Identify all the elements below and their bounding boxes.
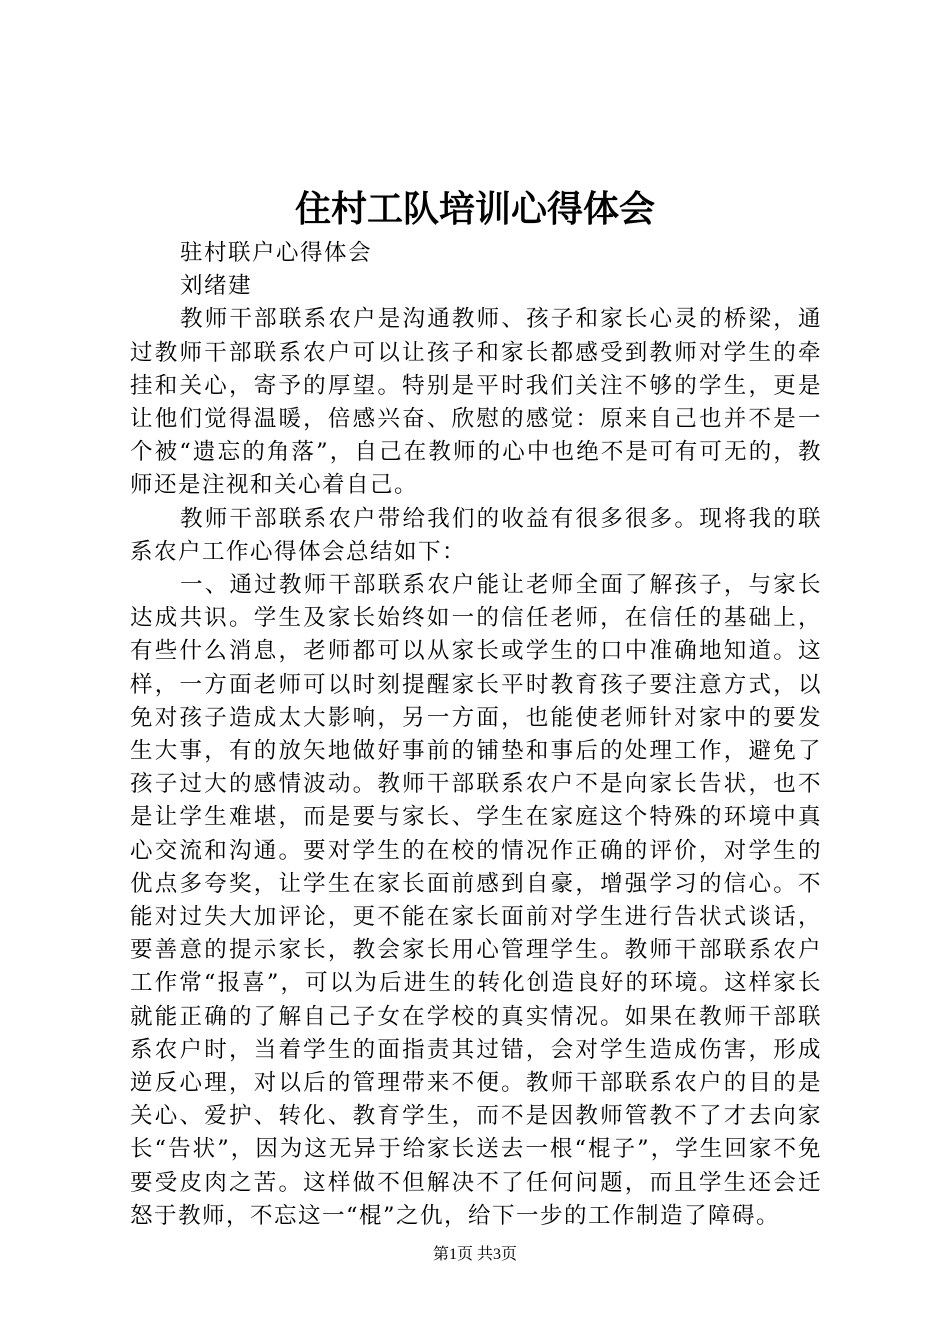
document-subtitle: 驻村联户心得体会 xyxy=(180,240,373,266)
document-title: 住村工队培训心得体会 xyxy=(294,188,655,230)
document-body xyxy=(130,237,822,1233)
paragraph-1: 教师干部联系农户是沟通教师、孩子和家长心灵的桥梁，通过教师干部联系农户可以让孩子和家长都感受到教师对学生的牵挂和关心，寄予的厚望。特别是平时我们关注不够的学生，更是让他们觉得温暖，倍感兴奋、欣慰的感觉：原来自己也并不是一个被“遗忘的角落”，自己在教师的心中也绝不是可有可无的，教师还是注视和关心着自己。 xyxy=(130,306,822,499)
paragraph-3: 一、通过教师干部联系农户能让老师全面了解孩子，与家长达成共识。学生及家长始终如一的信任老师，在信任的基础上，有些什么消息，老师都可以从家长或学生的口中准确地知道。这样，一方面老师可以时刻提醒家长平时教育孩子要注意方式，以免对孩子造成太大影响，另一方面，也能使老师针对家中的要发生大事，有的放矢地做好事前的铺垫和事后的处理工作，避免了孩子过大的感情波动。教师干部联系农户不是向家长告状，也不是让学生难堪，而是要与家长、学生在家庭这个特殊的环境中真心交流和沟通。要对学生的在校的情况作正确的评价，对学生的优点多夸奖，让学生在家长面前感到自豪，增强学习的信心。不能对过失大加评论，更不能在家长面前对学生进行告状式谈话，要善意的提示家长，教会家长用心管理学生。教师干部联系农户工作常“报喜”，可以为后进生的转化创造良好的环境。这样家长就能正确的了解自己子女在学校的真实情况。如果在教师干部联系农户时，当着学生的面指责其过错，会对学生造成伤害，形成逆反心理，对以后的管理带来不便。教师干部联系农户的目的是关心、爱护、转化、教育学生，而不是因教师管教不了才去向家长“告状”，因为这无异于给家长送去一根“棍子”，学生回家不免要受皮肉之苦。这样做不但解决不了任何问题，而且学生还会迁怒于教师，不忘这一“棍”之仇，给下一步的工作制造了障碍。 xyxy=(130,572,822,1229)
document-author: 刘绪建 xyxy=(180,273,253,300)
paragraph-2: 教师干部联系农户带给我们的收益有很多很多。现将我的联系农户工作心得体会总结如下： xyxy=(130,505,822,565)
page-number-footer: 第1页 共3页 xyxy=(432,1246,517,1263)
